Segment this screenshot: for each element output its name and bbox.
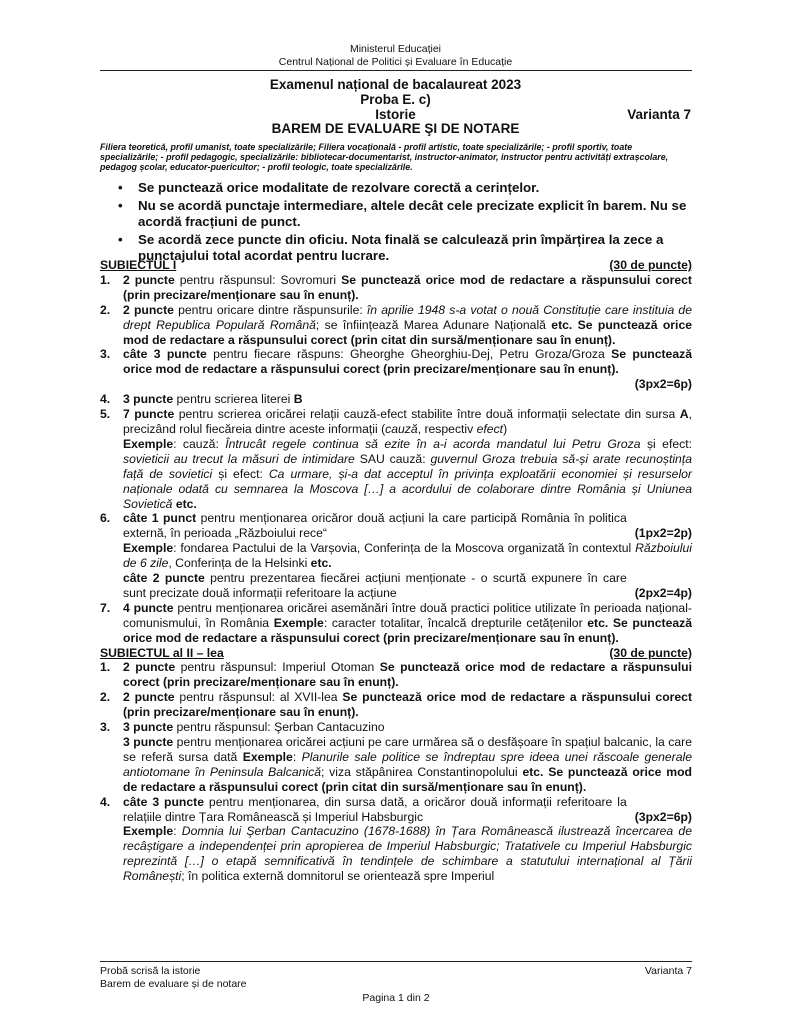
item-text: , precizând rolul fiecăreia dintre aceste informații (: [123, 407, 692, 436]
item-note: etc. Se punctează orice mod de redactare a răspunsului corect (prin precizare/menționare sau în enunț).: [123, 615, 693, 645]
item-row: [123, 511, 692, 541]
item-number: 6.: [100, 511, 111, 526]
examples-label: Exemple: [123, 436, 174, 451]
item-points: 3 puncte: [123, 720, 174, 735]
footer-left-1: Probă scrisă la istorie: [100, 965, 201, 977]
s2-item-2: [100, 690, 692, 720]
s1-item-7: [100, 601, 692, 646]
s1-item-5: [100, 407, 692, 511]
item-text: pentru menționarea oricărei acțiuni pe care urmărea să o desfășoare în spațiul balcanic, la care se referă sursa dată: [123, 735, 692, 764]
s2-item-3: [100, 720, 692, 795]
item-number: 5.: [100, 407, 111, 422]
subject-title: Istorie: [375, 107, 416, 122]
item-points: 3 puncte: [123, 735, 174, 749]
item-text: , respectiv: [417, 421, 477, 436]
item-text: ; viza stăpânirea Constantinopolului: [321, 764, 523, 779]
item-number: 1.: [100, 272, 111, 287]
section-1-header: [100, 258, 692, 273]
item-number: 3.: [100, 347, 111, 362]
item-text: și efect:: [640, 436, 692, 451]
item-text: :: [292, 749, 302, 764]
item-text: și efect:: [212, 466, 269, 481]
item-quote: guvernul Groza trebuia să-și arate recunoștința față de sovietici: [123, 451, 692, 481]
item-examples: [123, 824, 692, 884]
item-text: SAU cauză:: [354, 451, 431, 466]
section-1-title: SUBIECTUL I: [100, 258, 177, 272]
item-number: 3.: [100, 720, 111, 735]
item-note: Se punctează orice mod de redactare a răspunsului corect (prin precizare/menționare sau în enunț).: [123, 347, 692, 377]
item-text: ; în politica externă domnitorul se orientează spre Imperiul: [181, 869, 495, 884]
item-examples: [123, 541, 692, 571]
item-points: 4 puncte: [123, 600, 174, 615]
proba-title: Proba E. c): [360, 92, 431, 107]
ministry-header: Ministerul Educației: [349, 43, 442, 55]
s1-item-3: [100, 347, 692, 392]
item-text: ): [503, 421, 508, 436]
item-subtext: [123, 735, 692, 795]
item-text: pentru răspunsul: Sovromuri: [174, 272, 342, 287]
footer-left-2: Barem de evaluare și de notare: [100, 978, 247, 990]
item-text: pentru scrierea oricărei relații cauză-efect stabilite între două informații selectate din sursa: [174, 407, 680, 422]
item-number: 1.: [100, 660, 111, 675]
examples-label: Exemple: [273, 615, 324, 630]
s1-item-1: [100, 273, 692, 303]
item-note: Se punctează orice mod de redactare a răspunsului corect (prin precizare/menționare sau în enunț).: [123, 660, 692, 690]
examples-label: Exemple: [123, 541, 174, 556]
item-points: 3 puncte: [123, 392, 174, 407]
header-divider: [100, 70, 692, 71]
item-points: 7 puncte: [123, 407, 175, 422]
page-number: Pagina 1 din 2: [362, 992, 430, 1004]
item-text: ; se înființează Marea Adunare Națională: [315, 317, 552, 332]
item-number: 7.: [100, 600, 111, 615]
exam-title: Examenul național de bacalaureat 2023: [269, 77, 522, 92]
filiera-text: Filiera teoretică, profil umanist, toate specializările; Filiera vocațională - profil artistic, toate specializările; - profil sportiv, toate specializările; - profil pedagogic, specializările: bibliotecar-documentarist, instructor-animator, instructor pentru activități extrașcolare, pedagog școlar, educator-puericultor; - profil teologic, toate specializările.: [100, 142, 669, 172]
s1-item-6: [100, 511, 692, 600]
s2-item-4: [100, 795, 692, 884]
item-text: , Conferința de la Helsinki: [168, 556, 311, 571]
item-source: A: [679, 407, 689, 422]
item-points: câte 2 puncte: [123, 571, 205, 586]
grading-content: [100, 258, 692, 884]
item-text: : fondarea Pactului de la Varșovia, Conferința de la Moscova organizată în contextul: [173, 541, 636, 556]
item-number: 2.: [100, 302, 111, 317]
section-2-header: [100, 646, 692, 661]
item-text: pentru menționarea oricăror două acțiuni la care participă România în politica externă, în perioada „Războiului rece“: [123, 511, 627, 541]
item-points: câte 1 punct: [123, 511, 197, 526]
section-1-points: (30 de puncte): [609, 258, 692, 272]
item-quote: efect: [476, 421, 504, 436]
item-score: (1px2=2p): [634, 526, 692, 541]
item-quote: sovieticii au trecut la măsuri de intimidare: [123, 451, 355, 466]
item-score: (2px2=4p): [634, 585, 692, 600]
s1-item-4: [100, 392, 692, 407]
item-note: etc. Se punctează orice mod de redactare a răspunsului corect (prin citat din sursă/menționare sau în enunț).: [123, 764, 692, 794]
item-quote: Întrucât regele continua să ezite în a-i acorda mandatul lui Petru Groza: [225, 436, 641, 451]
item-score: (3px2=6p): [634, 377, 692, 392]
item-text: pentru menționarea oricărei asemănări între două practici politice utilizate în perioada național-comunismului, în România: [123, 600, 692, 630]
item-points: 2 puncte: [123, 690, 175, 705]
item-note: etc.: [172, 496, 197, 511]
item-points: 2 puncte: [123, 302, 174, 317]
item-note: Se punctează orice mod de redactare a răspunsului corect (prin precizare/menționare sau în enunț).: [123, 272, 692, 302]
item-text: pentru răspunsul: al XVII-lea: [174, 690, 343, 705]
examples-label: Exemple: [242, 749, 293, 764]
item-answer: B: [293, 392, 303, 407]
footer-divider: [100, 961, 692, 962]
item-number: 4.: [100, 392, 111, 407]
item-examples: [123, 437, 692, 512]
item-text: pentru prezentarea fiecărei acțiuni menționate - o scurtă expunere în care sunt precizate două informații referitoare la acțiune: [123, 571, 627, 600]
item-note: etc.: [310, 556, 332, 571]
rule-item: • Se punctează orice modalitate de rezolvare corectă a cerințelor.: [118, 180, 690, 196]
rule-item: • Nu se acordă punctaje intermediare, altele decât cele precizate explicit în barem. Nu se acordă fracțiuni de punct.: [118, 198, 690, 230]
item-quote: în aprilie 1948 s-a votat o nouă Constituție care instituia de drept Republica Populară Română: [123, 302, 692, 332]
item-text: pentru menționarea, din sursa dată, a oricăror două informații referitoare la relațiile dintre Țara Românească și Imperiul Habsburgic: [123, 794, 627, 824]
item-quote: cauză: [385, 421, 418, 436]
item-points: 2 puncte: [123, 660, 176, 675]
item-text: pentru oricare dintre răspunsurile:: [173, 302, 367, 317]
item-note: etc. Se punctează orice mod de redactare a răspunsului corect (prin citat din sursă/menționare sau în enunț).: [123, 317, 692, 347]
item-text: :: [173, 824, 182, 839]
item-quote: Războiului de 6 zile: [123, 541, 692, 571]
item-number: 2.: [100, 690, 111, 705]
item-text: pentru răspunsul: Şerban Cantacuzino: [173, 720, 385, 735]
section-2-points: (30 de puncte): [609, 645, 692, 660]
s1-item-2: [100, 303, 692, 348]
rule-item: • Se acordă zece puncte din oficiu. Nota finală se calculează prin împărțirea la zece a punctajului total acordat pentru lucrare.: [118, 232, 690, 264]
item-text: pentru scrierea literei: [173, 392, 294, 407]
item-number: 4.: [100, 794, 111, 809]
item-text: : caracter totalitar, încalcă drepturile cetățenilor: [323, 615, 588, 630]
variant-label: Varianta 7: [627, 107, 691, 122]
rules-list: [118, 180, 690, 266]
barem-title: BAREM DE EVALUARE ŞI DE NOTARE: [271, 121, 520, 136]
item-text: pentru fiecare răspuns: Gheorghe Gheorghiu-Dej, Petru Groza/Groza: [206, 347, 612, 362]
item-points: câte 3 puncte: [123, 347, 207, 362]
item-points: câte 3 puncte: [123, 794, 204, 809]
item-score: (3px2=6p): [634, 809, 692, 824]
item-row: [123, 571, 692, 601]
item-quote: Domnia lui Şerban Cantacuzino (1678-1688) în Țara Românească ilustrează încercarea de recâștigare a independenței prin apropierea de Imperiul Habsburgic; Tratativele cu Imperiul Habsburgic reprezintă […] o etapă semnificativă în tendințele de schimbare a statutului internațional al Țării Românești: [123, 824, 692, 884]
item-row: [123, 795, 692, 825]
footer-variant: Varianta 7: [644, 965, 692, 977]
item-quote: Planurile sale politice se îndreptau spre ideea unei răscoale generale antiotomane în Peninsula Balcanică: [123, 749, 692, 779]
item-text: : cauză:: [173, 436, 226, 451]
item-points: 2 puncte: [123, 272, 175, 287]
item-note: Se punctează orice mod de redactare a răspunsului corect (prin precizare/menționare sau în enunț).: [123, 690, 693, 720]
item-text: pentru răspunsul: Imperiul Otoman: [175, 660, 380, 675]
examples-label: Exemple: [123, 824, 174, 839]
s2-item-1: [100, 660, 692, 690]
section-2-title: SUBIECTUL al II – lea: [100, 645, 224, 660]
center-header: Centrul Național de Politici și Evaluare în Educație: [278, 56, 513, 68]
item-quote: Ca urmare, și-a dat acceptul în privința exploatării economiei și resurselor naționale odată cu semnarea la Moscova […] a acordului de colaborare dintre România și Uniunea Sovietică: [123, 466, 692, 511]
